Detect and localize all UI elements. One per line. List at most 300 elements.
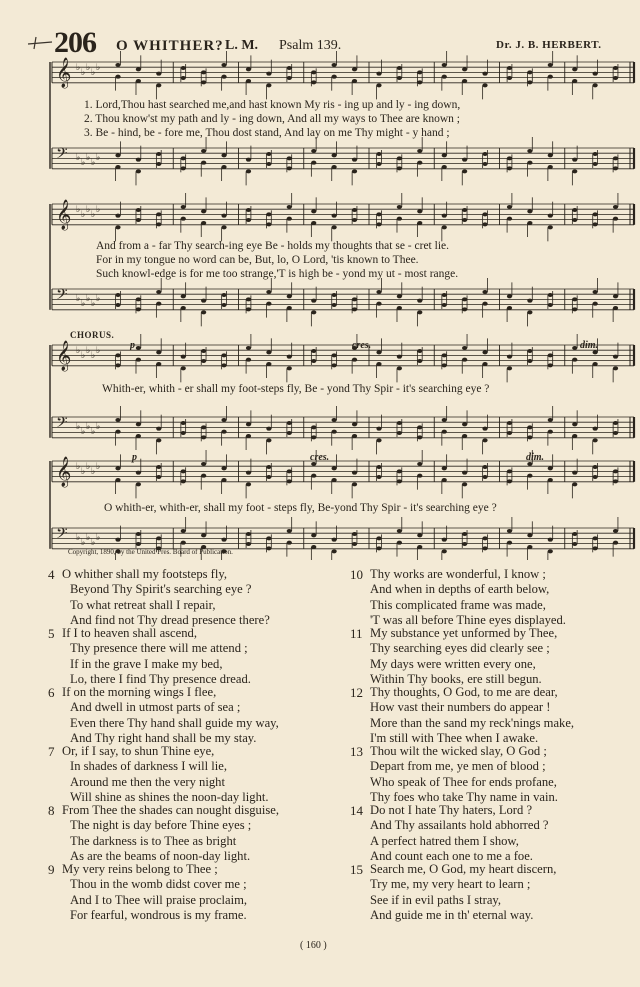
note-head: [115, 418, 120, 422]
note-head: [266, 536, 271, 540]
note-head: [181, 421, 186, 425]
note-head: [527, 70, 532, 74]
note-head: [417, 161, 422, 165]
note-head: [397, 479, 402, 483]
note-head: [115, 214, 120, 218]
note-head: [181, 66, 186, 70]
note-head: [376, 427, 381, 431]
flat-icon: ♭: [91, 538, 96, 548]
note-head: [397, 421, 402, 425]
stanza-line: My substance yet unformed by Thee,: [370, 626, 558, 640]
note-head: [572, 542, 577, 546]
note-head: [442, 225, 447, 229]
note-head: [527, 209, 532, 213]
note-head: [136, 307, 141, 311]
flat-icon: ♭: [96, 153, 101, 163]
stanza-line: In shades of darkness I will lie,: [70, 759, 228, 774]
flat-icon: ♭: [91, 467, 96, 477]
bass-clef-icon: 𝄢: [56, 414, 68, 435]
note-head: [266, 290, 271, 294]
note-head: [311, 359, 316, 363]
note-head: [201, 310, 206, 314]
stanza-line: Try me, my very heart to learn ;: [370, 877, 531, 892]
note-head: [246, 208, 251, 212]
note-head: [181, 431, 186, 435]
stanza-number: 13: [350, 744, 363, 759]
note-head: [527, 533, 532, 537]
stanza-line: Even there Thy hand shall guide my way,: [70, 715, 279, 730]
dynamic-diminuendo-2: dim.: [526, 452, 545, 463]
note-head: [397, 529, 402, 533]
hymn-composer: Dr. J. B. HERBERT.: [496, 39, 602, 51]
note-head: [156, 427, 161, 431]
note-head: [527, 359, 532, 363]
note-head: [332, 165, 337, 169]
note-head: [442, 293, 447, 297]
note-head: [613, 156, 618, 160]
note-head: [246, 67, 251, 71]
note-head: [181, 541, 186, 545]
note-head: [181, 166, 186, 170]
note-head: [527, 349, 532, 353]
note-head: [572, 307, 577, 311]
stanza-6: [48, 685, 279, 747]
note-head: [115, 75, 120, 79]
flat-icon: ♭: [91, 299, 96, 309]
note-head: [246, 297, 251, 301]
note-head: [593, 152, 598, 156]
note-head: [332, 538, 337, 542]
note-head: [613, 217, 618, 221]
note-head: [442, 478, 447, 482]
note-head: [548, 153, 553, 157]
stanza-line: The night is day before Thine eyes ;: [70, 818, 252, 833]
note-head: [181, 156, 186, 160]
flat-icon: ♭: [76, 533, 81, 543]
note-head: [156, 475, 161, 479]
note-head: [593, 83, 598, 87]
note-head: [266, 162, 271, 166]
note-head: [332, 549, 337, 553]
dynamic-piano-2: p: [132, 452, 137, 463]
note-head: [376, 362, 381, 366]
note-head: [156, 72, 161, 76]
note-head: [572, 208, 577, 212]
note-head: [507, 294, 512, 298]
note-head: [115, 478, 120, 482]
note-head: [593, 212, 598, 216]
stanza-line: From Thee the shades can nought disguise,: [62, 803, 279, 817]
stanza-line: 'T was all before Thine eyes displayed.: [370, 613, 566, 628]
flat-icon: ♭: [76, 63, 81, 73]
note-head: [156, 162, 161, 166]
note-head: [613, 306, 618, 310]
flat-icon: ♭: [76, 346, 81, 356]
note-head: [527, 149, 532, 153]
stanza-line: Or, if I say, to shun Thine eye,: [62, 744, 215, 758]
hymn-meter: L. M.: [225, 38, 259, 53]
note-head: [613, 66, 618, 70]
flat-icon: ♭: [96, 205, 101, 215]
flat-icon: ♭: [76, 153, 81, 163]
note-head: [482, 546, 487, 550]
note-head: [397, 205, 402, 209]
flat-icon: ♭: [96, 346, 101, 356]
note-head: [221, 466, 226, 470]
stanza-line: My very reins belong to Thee ;: [62, 862, 218, 876]
note-head: [462, 532, 467, 536]
note-head: [548, 466, 553, 470]
flat-icon: ♭: [96, 63, 101, 73]
note-head: [221, 225, 226, 229]
note-head: [311, 533, 316, 537]
note-head: [376, 212, 381, 216]
note-head: [593, 290, 598, 294]
note-head: [311, 80, 316, 84]
note-head: [115, 466, 120, 470]
note-head: [548, 225, 553, 229]
note-head: [201, 435, 206, 439]
flat-icon: ♭: [96, 533, 101, 543]
note-head: [287, 76, 292, 80]
note-head: [548, 75, 553, 79]
note-head: [397, 76, 402, 80]
note-head: [462, 169, 467, 173]
stanza-number: 7: [48, 744, 55, 759]
note-head: [397, 366, 402, 370]
stanza-line: If I to heaven shall ascend,: [62, 626, 197, 640]
note-head: [352, 67, 357, 71]
note-head: [136, 434, 141, 438]
note-head: [527, 221, 532, 225]
stanza-10: [350, 567, 566, 629]
stanza-5: [48, 626, 251, 688]
note-head: [397, 541, 402, 545]
note-head: [311, 209, 316, 213]
stanza-11: [350, 626, 558, 688]
note-head: [507, 355, 512, 359]
note-head: [613, 541, 618, 545]
note-head: [246, 542, 251, 546]
note-head: [266, 350, 271, 354]
note-head: [548, 293, 553, 297]
stanza-number: 12: [350, 685, 363, 700]
note-head: [613, 479, 618, 483]
note-head: [201, 474, 206, 478]
note-head: [221, 418, 226, 422]
note-head: [332, 353, 337, 357]
note-head: [397, 306, 402, 310]
lyric-verse-2-line-2: For in my tongue no word can be, But, lo, O Lord, 'tis known to Thee.: [96, 254, 419, 266]
note-head: [332, 293, 337, 297]
note-head: [613, 355, 618, 359]
note-head: [442, 418, 447, 422]
note-head: [613, 431, 618, 435]
note-head: [311, 545, 316, 549]
note-head: [572, 434, 577, 438]
note-head: [115, 63, 120, 67]
note-head: [221, 165, 226, 169]
note-head: [266, 72, 271, 76]
flat-icon: ♭: [81, 158, 86, 168]
stanza-line: For fearful, wondrous is my frame.: [70, 908, 247, 923]
note-head: [246, 532, 251, 536]
note-head: [287, 355, 292, 359]
note-head: [417, 533, 422, 537]
note-head: [332, 63, 337, 67]
flat-icon: ♭: [81, 467, 86, 477]
note-head: [462, 346, 467, 350]
note-head: [311, 161, 316, 165]
note-head: [593, 427, 598, 431]
note-head: [482, 475, 487, 479]
note-head: [442, 165, 447, 169]
hymn-number: 206: [54, 26, 96, 59]
note-head: [417, 425, 422, 429]
note-head: [332, 75, 337, 79]
note-head: [332, 430, 337, 434]
note-head: [442, 430, 447, 434]
hymn-psalm: Psalm 139.: [279, 38, 342, 53]
note-head: [613, 529, 618, 533]
note-head: [266, 362, 271, 366]
note-head: [181, 366, 186, 370]
note-head: [482, 290, 487, 294]
note-head: [548, 165, 553, 169]
note-head: [417, 545, 422, 549]
flat-icon: ♭: [91, 158, 96, 168]
note-head: [136, 422, 141, 426]
note-head: [548, 214, 553, 218]
note-head: [376, 536, 381, 540]
note-head: [311, 349, 316, 353]
note-head: [507, 421, 512, 425]
stanza-line: This complicated frame was made,: [370, 597, 546, 612]
note-head: [287, 431, 292, 435]
note-head: [527, 435, 532, 439]
note-head: [593, 536, 598, 540]
note-head: [136, 169, 141, 173]
note-head: [417, 359, 422, 363]
note-head: [507, 306, 512, 310]
note-head: [246, 358, 251, 362]
note-head: [221, 363, 226, 367]
note-head: [376, 302, 381, 306]
dynamic-crescendo: cres.: [352, 340, 372, 351]
note-head: [442, 538, 447, 542]
note-head: [266, 465, 271, 469]
note-head: [332, 214, 337, 218]
stanza-number: 5: [48, 626, 55, 641]
note-head: [287, 469, 292, 473]
note-head: [548, 478, 553, 482]
note-head: [613, 76, 618, 80]
note-head: [482, 427, 487, 431]
lyric-verse-3-line-2: Such knowl-edge is for me too strange,'T is high be - yond my ut - most range.: [96, 268, 459, 280]
note-head: [201, 161, 206, 165]
note-head: [311, 221, 316, 225]
stanza-line: The darkness is to Thee as bright: [70, 833, 237, 848]
note-head: [201, 462, 206, 466]
note-head: [136, 346, 141, 350]
note-head: [442, 549, 447, 553]
note-head: [548, 63, 553, 67]
note-head: [266, 302, 271, 306]
note-head: [156, 290, 161, 294]
note-head: [397, 469, 402, 473]
note-head: [417, 149, 422, 153]
note-head: [352, 158, 357, 162]
lyric-verse-3: 3. Be - hind, be - fore me, Thou dost stand, And lay on me Thy might - y hand ;: [84, 127, 450, 139]
note-head: [572, 158, 577, 162]
stanza-line: And dwell in utmost parts of sea ;: [70, 700, 241, 715]
note-head: [332, 153, 337, 157]
treble-clef-icon: 𝄞: [56, 341, 72, 371]
note-head: [482, 83, 487, 87]
note-head: [527, 299, 532, 303]
note-head: [156, 350, 161, 354]
note-head: [246, 346, 251, 350]
note-head: [287, 479, 292, 483]
stanza-line: And guide me in th' eternal way.: [370, 908, 534, 923]
note-head: [266, 83, 271, 87]
note-head: [572, 218, 577, 222]
flat-icon: ♭: [91, 427, 96, 437]
note-head: [181, 479, 186, 483]
note-head: [352, 358, 357, 362]
note-head: [527, 474, 532, 478]
note-head: [417, 349, 422, 353]
note-head: [397, 431, 402, 435]
note-head: [115, 153, 120, 157]
stanza-line: Around me then the very night: [70, 774, 225, 789]
flat-icon: ♭: [86, 294, 91, 304]
stanza-line: Thy foes who take Thy name in vain.: [370, 790, 558, 805]
note-head: [462, 67, 467, 71]
note-head: [507, 166, 512, 170]
note-head: [221, 430, 226, 434]
note-head: [352, 169, 357, 173]
note-head: [462, 307, 467, 311]
note-head: [593, 162, 598, 166]
stanza-number: 4: [48, 567, 55, 582]
note-head: [332, 478, 337, 482]
stanza-number: 6: [48, 685, 55, 700]
note-head: [115, 165, 120, 169]
note-head: [287, 156, 292, 160]
note-head: [442, 214, 447, 218]
note-head: [376, 162, 381, 166]
note-head: [442, 353, 447, 357]
note-head: [246, 79, 251, 83]
stanza-14: [350, 803, 549, 865]
note-head: [156, 302, 161, 306]
note-head: [136, 79, 141, 83]
note-head: [136, 158, 141, 162]
note-head: [593, 302, 598, 306]
note-head: [332, 363, 337, 367]
note-head: [287, 306, 292, 310]
stanza-9: [48, 862, 248, 924]
note-head: [482, 465, 487, 469]
note-head: [397, 355, 402, 359]
note-head: [442, 75, 447, 79]
note-head: [156, 152, 161, 156]
note-head: [507, 479, 512, 483]
note-head: [507, 217, 512, 221]
flat-icon: ♭: [81, 210, 86, 220]
lyric-verse-2: 2. Thou know'st my path and ly - ing down, And all my ways to Thee are known ;: [84, 113, 460, 125]
flat-icon: ♭: [91, 68, 96, 78]
stanza-line: How vast their numbers do appear !: [370, 700, 551, 715]
note-head: [352, 482, 357, 486]
note-head: [507, 205, 512, 209]
note-head: [442, 63, 447, 67]
note-head: [287, 66, 292, 70]
note-head: [311, 70, 316, 74]
note-head: [311, 435, 316, 439]
stanza-line: Will shine as shines the noon-day light.: [70, 790, 269, 805]
note-head: [507, 541, 512, 545]
note-head: [352, 307, 357, 311]
note-head: [201, 425, 206, 429]
note-head: [548, 538, 553, 542]
flat-icon: ♭: [86, 462, 91, 472]
note-head: [527, 425, 532, 429]
note-head: [593, 362, 598, 366]
stanza-line: Thy searching eyes did clearly see ;: [370, 641, 550, 656]
note-head: [156, 438, 161, 442]
note-head: [287, 294, 292, 298]
treble-clef-icon: 𝄞: [56, 58, 72, 88]
note-head: [181, 76, 186, 80]
note-head: [201, 533, 206, 537]
note-head: [352, 542, 357, 546]
note-head: [462, 422, 467, 426]
note-head: [397, 217, 402, 221]
note-head: [572, 471, 577, 475]
flat-icon: ♭: [86, 346, 91, 356]
flat-icon: ♭: [86, 205, 91, 215]
stanza-12: [350, 685, 575, 747]
bass-clef-icon: 𝄢: [56, 525, 68, 546]
flat-icon: ♭: [91, 210, 96, 220]
flat-icon: ♭: [96, 294, 101, 304]
stanza-line: Thou in the womb didst cover me ;: [70, 877, 247, 892]
note-head: [572, 532, 577, 536]
note-head: [311, 310, 316, 314]
note-head: [266, 222, 271, 226]
note-head: [376, 350, 381, 354]
stanza-line: Thy presence there will me attend ;: [70, 641, 248, 656]
flat-icon: ♭: [76, 205, 81, 215]
stanza-line: And Thy right hand shall be my stay.: [70, 731, 257, 746]
note-head: [613, 421, 618, 425]
note-head: [221, 353, 226, 357]
stanza-line: And Thy assailants hold abhorred ?: [370, 818, 549, 833]
stanza-line: O whither shall my footsteps fly,: [62, 567, 227, 581]
note-head: [462, 158, 467, 162]
note-head: [548, 549, 553, 553]
note-head: [548, 353, 553, 357]
note-head: [266, 427, 271, 431]
note-head: [332, 225, 337, 229]
note-head: [287, 366, 292, 370]
flat-icon: ♭: [81, 427, 86, 437]
note-head: [201, 80, 206, 84]
stanza-line: And find not Thy dread presence there?: [70, 613, 270, 628]
note-head: [593, 546, 598, 550]
